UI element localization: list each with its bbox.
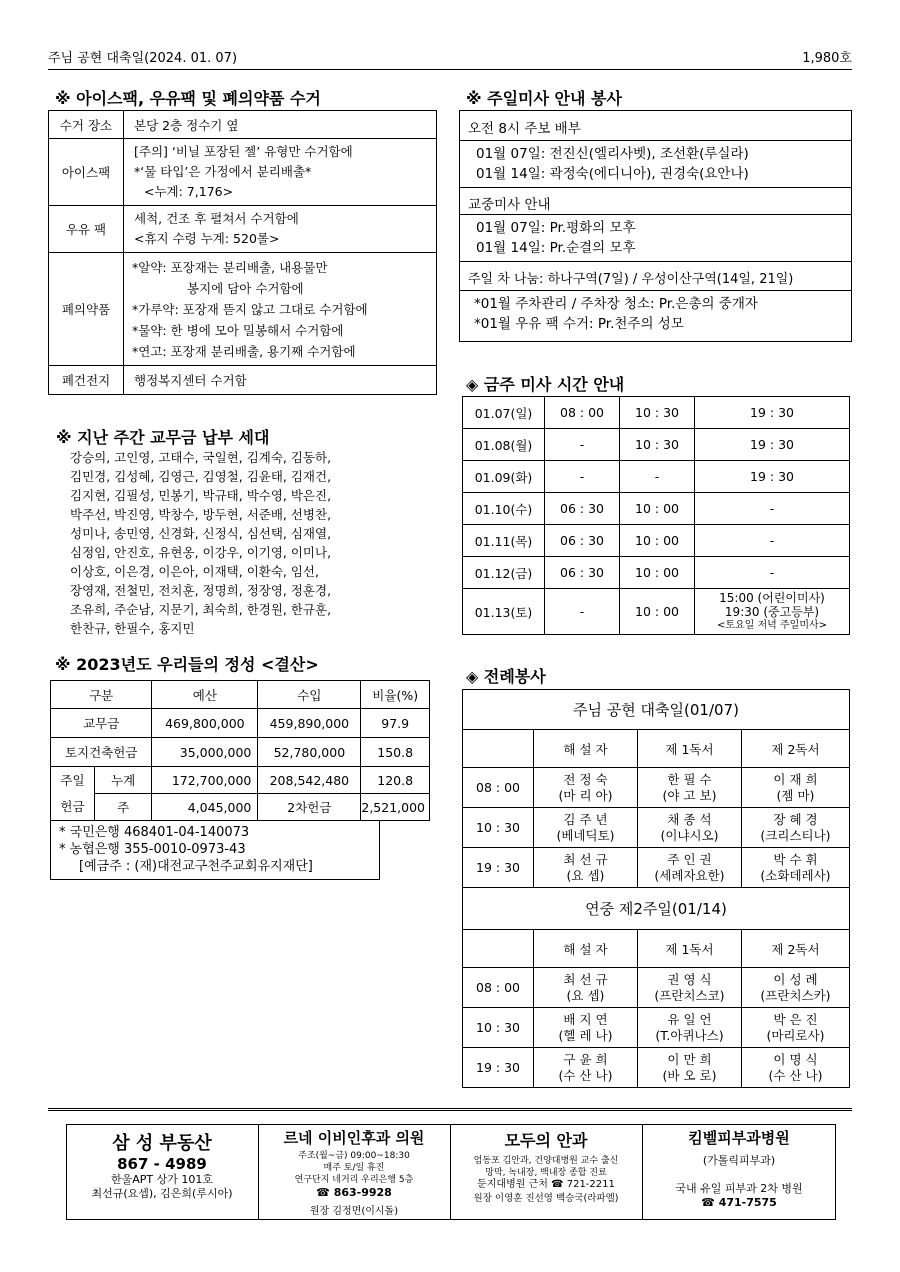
reader-name: 박 수 휘 <box>773 851 818 867</box>
reader-name: 전 정 숙 <box>563 771 608 787</box>
liturgy-table <box>462 689 850 1088</box>
dues-line: 조유희, 주순남, 지문기, 최숙희, 한경원, 한규훈, <box>70 602 332 617</box>
schedule-cell: 19 : 30 <box>695 461 850 493</box>
budget-cell: 172,700,000 <box>152 767 258 794</box>
schedule-cell: 10 : 00 <box>620 589 695 635</box>
schedule-cell: 01.08(월) <box>463 429 545 461</box>
issue-number: 1,980호 <box>802 51 852 66</box>
budget-cell: 120.8 <box>361 767 430 794</box>
bulletin-header <box>48 44 852 70</box>
liturgy-head: 제 1독서 <box>638 930 742 968</box>
schedule-cell: - <box>695 525 850 557</box>
ad-line: (가톨릭피부과) <box>702 1154 776 1167</box>
dues-line: 박주선, 박진영, 박창수, 방두현, 서준배, 선병찬, <box>70 507 332 522</box>
recycle-table <box>48 110 437 395</box>
liturgy-title: ◈ 전례봉사 <box>466 667 546 686</box>
dues-section <box>48 415 437 635</box>
dues-line: 이상호, 이은경, 이은아, 이재택, 이환숙, 임선, <box>70 564 319 579</box>
reader-baptism: (헬 레 나) <box>558 1027 613 1043</box>
ad-title: 삼 성 부동산 <box>112 1133 212 1154</box>
reader-baptism: (프란치스코) <box>654 987 725 1003</box>
ad-ent-clinic <box>258 1125 450 1219</box>
budget-cell: 교무금 <box>51 709 152 738</box>
schedule-table <box>462 396 850 635</box>
schedule-note: 19:30 (중고등부) <box>724 604 820 619</box>
ad-title: 르네 이비인후과 의원 <box>283 1129 425 1147</box>
reader-name: 이 만 희 <box>667 1051 712 1067</box>
dues-line: 심정임, 안진호, 유현옹, 이강우, 이기영, 이미나, <box>70 545 332 560</box>
budget-cell: 97.9 <box>361 709 430 738</box>
liturgy-head: 해 설 자 <box>534 730 638 768</box>
ad-phone: ☎ 471-7575 <box>701 1196 777 1209</box>
ad-line: 둔지대병원 근처 ☎ 721-2211 <box>477 1179 615 1190</box>
schedule-cell: 19 : 30 <box>695 397 850 429</box>
liturgy-head: 해 설 자 <box>534 930 638 968</box>
ad-line: 원장 김정면(이시돌) <box>309 1206 399 1217</box>
ad-line: 망막, 녹내장, 백내장 종합 진료 <box>485 1168 607 1178</box>
schedule-cell: 08 : 00 <box>545 397 620 429</box>
reader-baptism: (T.아퀴나스) <box>655 1027 724 1043</box>
recycle-label: 폐건전지 <box>49 366 124 395</box>
recycle-line: *연고: 포장재 분리배출, 용기째 수거함에 <box>132 343 356 359</box>
schedule-cell: 01.13(토) <box>463 589 545 635</box>
service-heading: 오전 8시 주보 배부 <box>460 111 851 141</box>
bulletin-date: 주님 공현 대축일(2024. 01. 07) <box>48 51 238 66</box>
recycle-line: <누계: 7,176> <box>144 184 234 199</box>
liturgy-head: 제 1독서 <box>638 730 742 768</box>
reader-name: 최 선 규 <box>563 971 608 987</box>
schedule-cell: - <box>695 493 850 525</box>
budget-head: 비율(%) <box>361 681 430 709</box>
liturgy-time: 19 : 30 <box>463 1048 534 1088</box>
ad-phone: ☎ 863-9928 <box>316 1186 392 1199</box>
recycle-label: 아이스팩 <box>49 139 124 206</box>
reader-baptism: (마 리 아) <box>558 787 613 803</box>
ad-dermatology <box>642 1125 836 1219</box>
schedule-cell: 10 : 00 <box>620 493 695 525</box>
recycle-line: [주의] ‘비닐 포장된 젤’ 유형만 수거함에 <box>134 144 353 159</box>
budget-cell: 150.8 <box>361 738 430 767</box>
schedule-cell: 01.09(화) <box>463 461 545 493</box>
reader-name: 한 필 수 <box>667 771 712 787</box>
recycle-value: 행정복지센터 수거함 <box>124 366 437 395</box>
schedule-cell: - <box>545 461 620 493</box>
service-line: 01월 07일: 전진신(엘리사벳), 조선환(루실라) <box>476 146 749 162</box>
service-line: *01월 주차관리 / 주차장 청소: Pr.은총의 중개자 <box>474 296 758 312</box>
liturgy-date: 연중 제2주일(01/14) <box>463 888 850 930</box>
schedule-cell: 10 : 30 <box>620 429 695 461</box>
dues-title: ※ 지난 주간 교무금 납부 세대 <box>56 428 270 447</box>
reader-baptism: (야 고 보) <box>662 787 717 803</box>
liturgy-time: 08 : 00 <box>463 768 534 808</box>
recycle-line: 봉지에 담아 수거함에 <box>187 280 304 296</box>
reader-baptism: (세례자요한) <box>654 867 725 883</box>
budget-title: ※ 2023년도 우리들의 정성 <결산> <box>55 655 319 674</box>
reader-baptism: (이냐시오) <box>660 827 719 843</box>
dues-line: 장영재, 전철민, 전치훈, 정명희, 정장영, 정훈경, <box>70 583 332 598</box>
dues-line: 김지현, 김필성, 민봉기, 박규태, 박수영, 박은진, <box>70 488 332 503</box>
budget-table <box>50 680 430 821</box>
schedule-cell: - <box>545 589 620 635</box>
budget-cell: 4,045,000 <box>152 794 258 821</box>
schedule-note: <토요일 저녁 주일미사> <box>716 619 828 631</box>
budget-group: 헌금 <box>60 798 85 814</box>
liturgy-time: 08 : 00 <box>463 968 534 1008</box>
ad-line: 주조(월~금) 09:00~18:30 <box>298 1151 410 1161</box>
budget-cell: 토지건축헌금 <box>51 738 152 767</box>
reader-name: 김 주 년 <box>563 811 608 827</box>
service-line: 01월 14일: Pr.순결의 모후 <box>476 240 636 256</box>
budget-group: 주일 <box>60 772 85 788</box>
recycle-line: *알약: 포장재는 분리배출, 내용물만 <box>132 259 328 275</box>
reader-name: 박 은 진 <box>773 1011 818 1027</box>
schedule-cell: 01.10(수) <box>463 493 545 525</box>
schedule-cell: - <box>620 461 695 493</box>
service-line: 01월 07일: Pr.평화의 모후 <box>476 220 636 236</box>
schedule-note: 15:00 (어린이미사) <box>719 590 825 605</box>
budget-head: 수입 <box>258 681 361 709</box>
ad-title: 킴벨피부과병원 <box>688 1129 790 1147</box>
ad-realestate <box>66 1125 258 1219</box>
reader-baptism: (수 산 나) <box>558 1067 613 1083</box>
ad-eye-clinic <box>450 1125 642 1219</box>
reader-name: 이 성 례 <box>773 971 818 987</box>
recycle-label: 폐의약품 <box>49 253 124 366</box>
reader-name: 유 일 언 <box>667 1011 712 1027</box>
schedule-cell: 19 : 30 <box>695 429 850 461</box>
budget-cell: 2,521,000 <box>361 794 430 821</box>
reader-baptism: (프란치스카) <box>760 987 831 1003</box>
liturgy-head: 제 2독서 <box>742 730 850 768</box>
schedule-cell: 06 : 30 <box>545 525 620 557</box>
reader-baptism: (마리로사) <box>766 1027 825 1043</box>
ad-phone: 867 - 4989 <box>117 1155 207 1173</box>
mass-service-title: ※ 주일미사 안내 봉사 <box>466 89 622 108</box>
ad-line: 한울APT 상가 101호 <box>111 1173 213 1186</box>
reader-baptism: (베네딕토) <box>556 827 615 843</box>
budget-cell: 35,000,000 <box>152 738 258 767</box>
service-heading: 교중미사 안내 <box>460 187 851 215</box>
recycle-line: *‘물 타입’은 가정에서 분리배출* <box>134 164 312 179</box>
reader-name: 채 종 석 <box>667 811 712 827</box>
reader-baptism: (수 산 나) <box>768 1067 823 1083</box>
footer-divider <box>48 1108 852 1111</box>
schedule-cell: - <box>545 429 620 461</box>
budget-cell: 주 <box>95 794 152 821</box>
budget-cell: 누계 <box>95 767 152 794</box>
ad-line: 연구단지 네거리 우리은행 5층 <box>294 1175 414 1185</box>
reader-name: 배 지 연 <box>563 1011 608 1027</box>
reader-baptism: (바 오 로) <box>662 1067 717 1083</box>
schedule-cell: 01.11(목) <box>463 525 545 557</box>
dues-line: 성미나, 송민영, 신경화, 신정식, 심선택, 심재열, <box>70 526 332 541</box>
reader-baptism: (요 셉) <box>566 867 605 883</box>
schedule-title: ◈ 금주 미사 시간 안내 <box>466 375 625 394</box>
recycle-line: *가루약: 포장재 뜯지 않고 그대로 수거함에 <box>132 301 368 317</box>
schedule-cell: 01.07(일) <box>463 397 545 429</box>
ad-line: 국내 유일 피부과 2차 병원 <box>675 1182 803 1195</box>
ad-line: 매주 토/일 휴진 <box>323 1163 385 1173</box>
dues-line: 한찬규, 한필수, 홍지민 <box>70 621 195 636</box>
bank-info <box>50 820 380 880</box>
reader-baptism: (젬 마) <box>776 787 815 803</box>
reader-baptism: (요 셉) <box>566 987 605 1003</box>
recycle-value: 본당 2층 정수기 옆 <box>124 111 437 139</box>
recycle-label: 수거 장소 <box>49 111 124 139</box>
reader-name: 이 명 식 <box>773 1051 818 1067</box>
reader-name: 최 선 규 <box>563 851 608 867</box>
service-line: *01월 우유 팩 수거: Pr.천주의 성모 <box>474 316 684 332</box>
reader-name: 구 윤 희 <box>563 1051 608 1067</box>
car-sharing: 주일 차 나눔: 하나구역(7일) / 우성이산구역(14일, 21일) <box>460 261 851 291</box>
schedule-cell: 06 : 30 <box>545 557 620 589</box>
reader-name: 주 인 권 <box>667 851 712 867</box>
liturgy-date: 주님 공현 대축일(01/07) <box>463 690 850 730</box>
reader-name: 이 재 희 <box>773 771 818 787</box>
schedule-cell: 10 : 30 <box>620 397 695 429</box>
schedule-cell: 06 : 30 <box>545 493 620 525</box>
dues-line: 강승의, 고인영, 고태수, 국일현, 김계숙, 김동하, <box>70 450 332 465</box>
mass-service-box <box>459 110 852 342</box>
schedule-cell: - <box>695 557 850 589</box>
reader-baptism: (크리스티나) <box>760 827 831 843</box>
reader-name: 장 혜 경 <box>773 811 818 827</box>
reader-name: 권 영 식 <box>667 971 712 987</box>
budget-cell: 52,780,000 <box>258 738 361 767</box>
budget-cell: 469,800,000 <box>152 709 258 738</box>
liturgy-head: 제 2독서 <box>742 930 850 968</box>
schedule-cell: 01.12(금) <box>463 557 545 589</box>
bank-line: * 농협은행 355-0010-0973-43 <box>59 842 246 857</box>
budget-head: 예산 <box>152 681 258 709</box>
budget-cell: 2차헌금 <box>258 794 361 821</box>
ad-line: 최선규(요셉), 김은희(루시아) <box>91 1187 233 1200</box>
liturgy-time: 19 : 30 <box>463 848 534 888</box>
recycle-line: *물약: 한 병에 모아 밀봉해서 수거함에 <box>132 322 344 338</box>
budget-cell: 459,890,000 <box>258 709 361 738</box>
recycle-line: 세척, 건조 후 펼쳐서 수거함에 <box>134 211 299 226</box>
schedule-cell: 10 : 00 <box>620 525 695 557</box>
recycle-label: 우유 팩 <box>49 206 124 253</box>
bank-line: [예금주 : (재)대전교구천주교회유지재단] <box>79 859 313 874</box>
dues-names <box>70 448 331 638</box>
service-line: 01월 14일: 곽정숙(에디니아), 권경숙(요안나) <box>476 166 749 182</box>
recycle-line: <휴지 수령 누계: 520롤> <box>134 231 280 246</box>
bank-line: * 국민은행 468401-04-140073 <box>59 825 250 840</box>
reader-baptism: (소화데레사) <box>760 867 831 883</box>
budget-head: 구분 <box>51 681 152 709</box>
dues-line: 김민경, 김성혜, 김영근, 김영철, 김윤태, 김재건, <box>70 469 332 484</box>
ad-line: 엄동포 김안과, 건양대병원 교수 출신 <box>473 1156 619 1166</box>
liturgy-time: 10 : 30 <box>463 808 534 848</box>
schedule-cell: 10 : 00 <box>620 557 695 589</box>
liturgy-time: 10 : 30 <box>463 1008 534 1048</box>
budget-cell: 208,542,480 <box>258 767 361 794</box>
recycle-title: ※ 아이스팩, 우유팩 및 폐의약품 수거 <box>55 89 321 108</box>
ad-title: 모두의 안과 <box>504 1131 588 1150</box>
ad-line: 원장 이영훈 진선영 백승국(라파엘) <box>473 1193 619 1204</box>
